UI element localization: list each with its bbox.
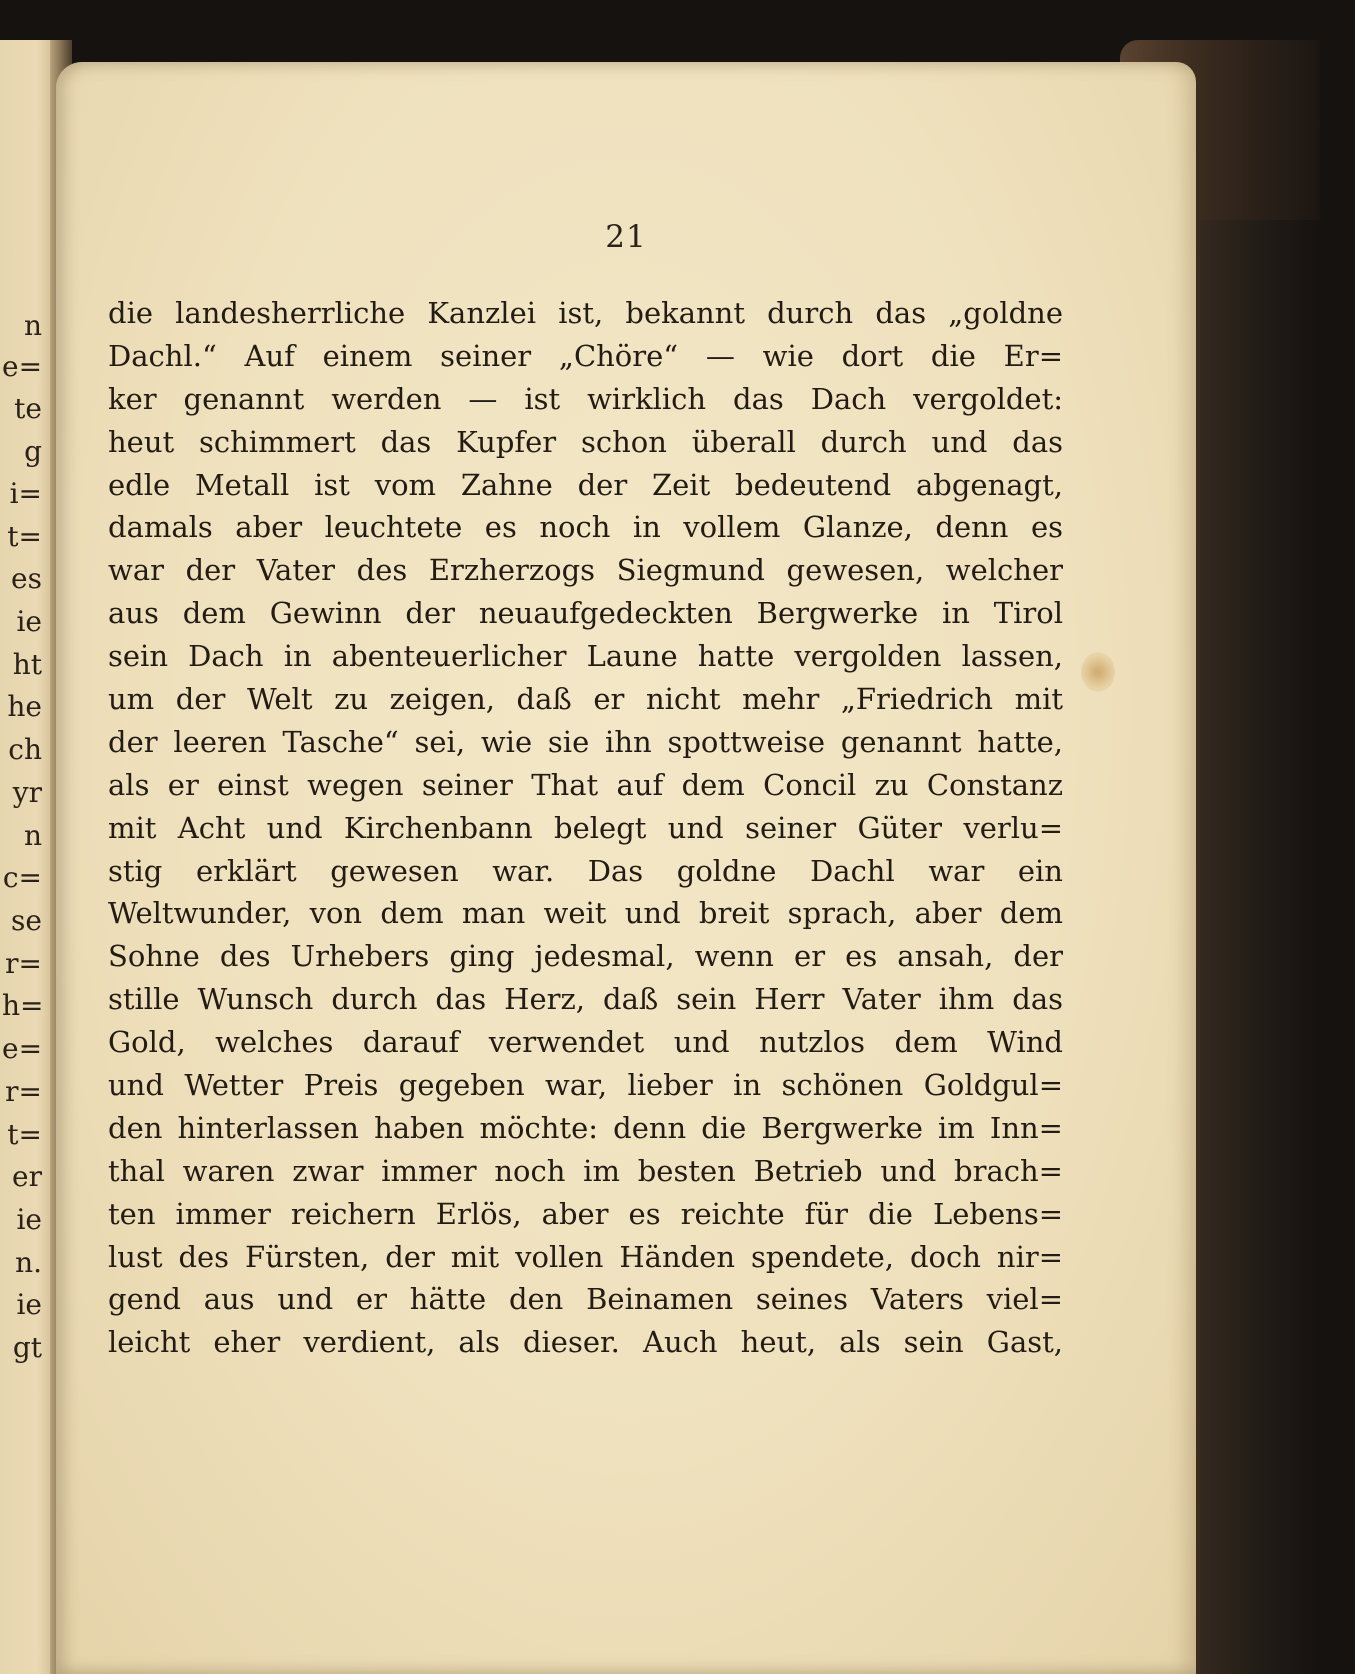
text-line: Sohne des Urhebers ging jedesmal, wenn er es ansah, der [108, 939, 1063, 974]
left-page-fragment: t= [7, 520, 42, 553]
text-line: gend aus und er hätte den Beinamen seines Vaters viel= [108, 1282, 1063, 1317]
left-page-fragment: c= [2, 861, 42, 894]
left-page-fragment: e= [2, 350, 43, 383]
page-number: 21 [605, 219, 647, 255]
text-line: um der Welt zu zeigen, daß er nicht mehr „Friedrich mit [108, 682, 1063, 717]
left-page-fragment: se [11, 904, 42, 937]
left-page-fragment: ie [16, 605, 42, 638]
text-line: stille Wunsch durch das Herz, daß sein Herr Vater ihm das [108, 982, 1063, 1017]
text-line: ten immer reichern Erlös, aber es reichte für die Lebens= [108, 1196, 1063, 1231]
left-page-fragment: h= [2, 989, 44, 1022]
text-line: der leeren Tasche“ sei, wie sie ihn spottweise genannt hatte, [108, 724, 1063, 759]
left-page-fragment: te [14, 392, 42, 425]
left-page-fragment: g [24, 435, 42, 468]
left-page-fragment: n [23, 819, 42, 852]
left-page-fragment: yr [12, 776, 42, 809]
left-page-fragment: er [12, 1160, 42, 1193]
text-line: ker genannt werden — ist wirklich das Dach vergoldet: [108, 381, 1063, 416]
text-line: Weltwunder, von dem man weit und breit sprach, aber dem [108, 896, 1063, 931]
left-page-fragment: e= [2, 1032, 43, 1065]
page-text [108, 292, 1063, 1364]
left-page-fragment: he [7, 690, 42, 723]
book-page [56, 62, 1196, 1674]
left-page-fragment: gt [12, 1331, 42, 1364]
left-page-fragment: r= [5, 1075, 42, 1108]
text-line: edle Metall ist vom Zahne der Zeit bedeutend abgenagt, [108, 467, 1063, 502]
text-line: heut schimmert das Kupfer schon überall durch und das [108, 424, 1063, 459]
book-cover-edge [1200, 220, 1320, 1674]
text-line: als er einst wegen seiner That auf dem Concil zu Constanz [108, 767, 1063, 802]
left-page-fragment: ht [12, 648, 42, 681]
text-line: und Wetter Preis gegeben war, lieber in schönen Goldgul= [108, 1068, 1063, 1103]
left-page-fragment: ie [16, 1203, 42, 1236]
left-page-fragment: es [11, 562, 42, 595]
text-line: aus dem Gewinn der neuaufgedeckten Bergwerke in Tirol [108, 596, 1063, 631]
text-line: den hinterlassen haben möchte: denn die Bergwerke im Inn= [108, 1110, 1063, 1145]
text-line: lust des Fürsten, der mit vollen Händen spendete, doch nir= [108, 1239, 1063, 1274]
left-page-fragment: ie [16, 1288, 42, 1321]
left-page-fragment: ch [8, 733, 42, 766]
text-line: thal waren zwar immer noch im besten Betrieb und brach= [108, 1153, 1063, 1188]
paper-stain [1081, 652, 1115, 692]
text-line: damals aber leuchtete es noch in vollem Glanze, denn es [108, 510, 1063, 545]
text-line: war der Vater des Erzherzogs Siegmund gewesen, welcher [108, 553, 1063, 588]
text-line: stig erklärt gewesen war. Das goldne Dachl war ein [108, 853, 1063, 888]
text-line: sein Dach in abenteuerlicher Laune hatte vergolden lassen, [108, 639, 1063, 674]
text-line: Gold, welches darauf verwendet und nutzlos dem Wind [108, 1025, 1063, 1060]
text-line: mit Acht und Kirchenbann belegt und seiner Güter verlu= [108, 810, 1063, 845]
text-line: leicht eher verdient, als dieser. Auch heut, als sein Gast, [108, 1325, 1063, 1360]
text-line: Dachl.“ Auf einem seiner „Chöre“ — wie dort die Er= [108, 338, 1063, 373]
left-page-fragment: t= [7, 1118, 42, 1151]
left-page-fragment: n [23, 309, 42, 342]
left-page-fragment: n. [15, 1246, 42, 1279]
left-page-fragment: r= [5, 947, 42, 980]
left-page-fragment: i= [9, 477, 42, 510]
text-line: die landesherrliche Kanzlei ist, bekannt durch das „goldne [108, 296, 1063, 330]
